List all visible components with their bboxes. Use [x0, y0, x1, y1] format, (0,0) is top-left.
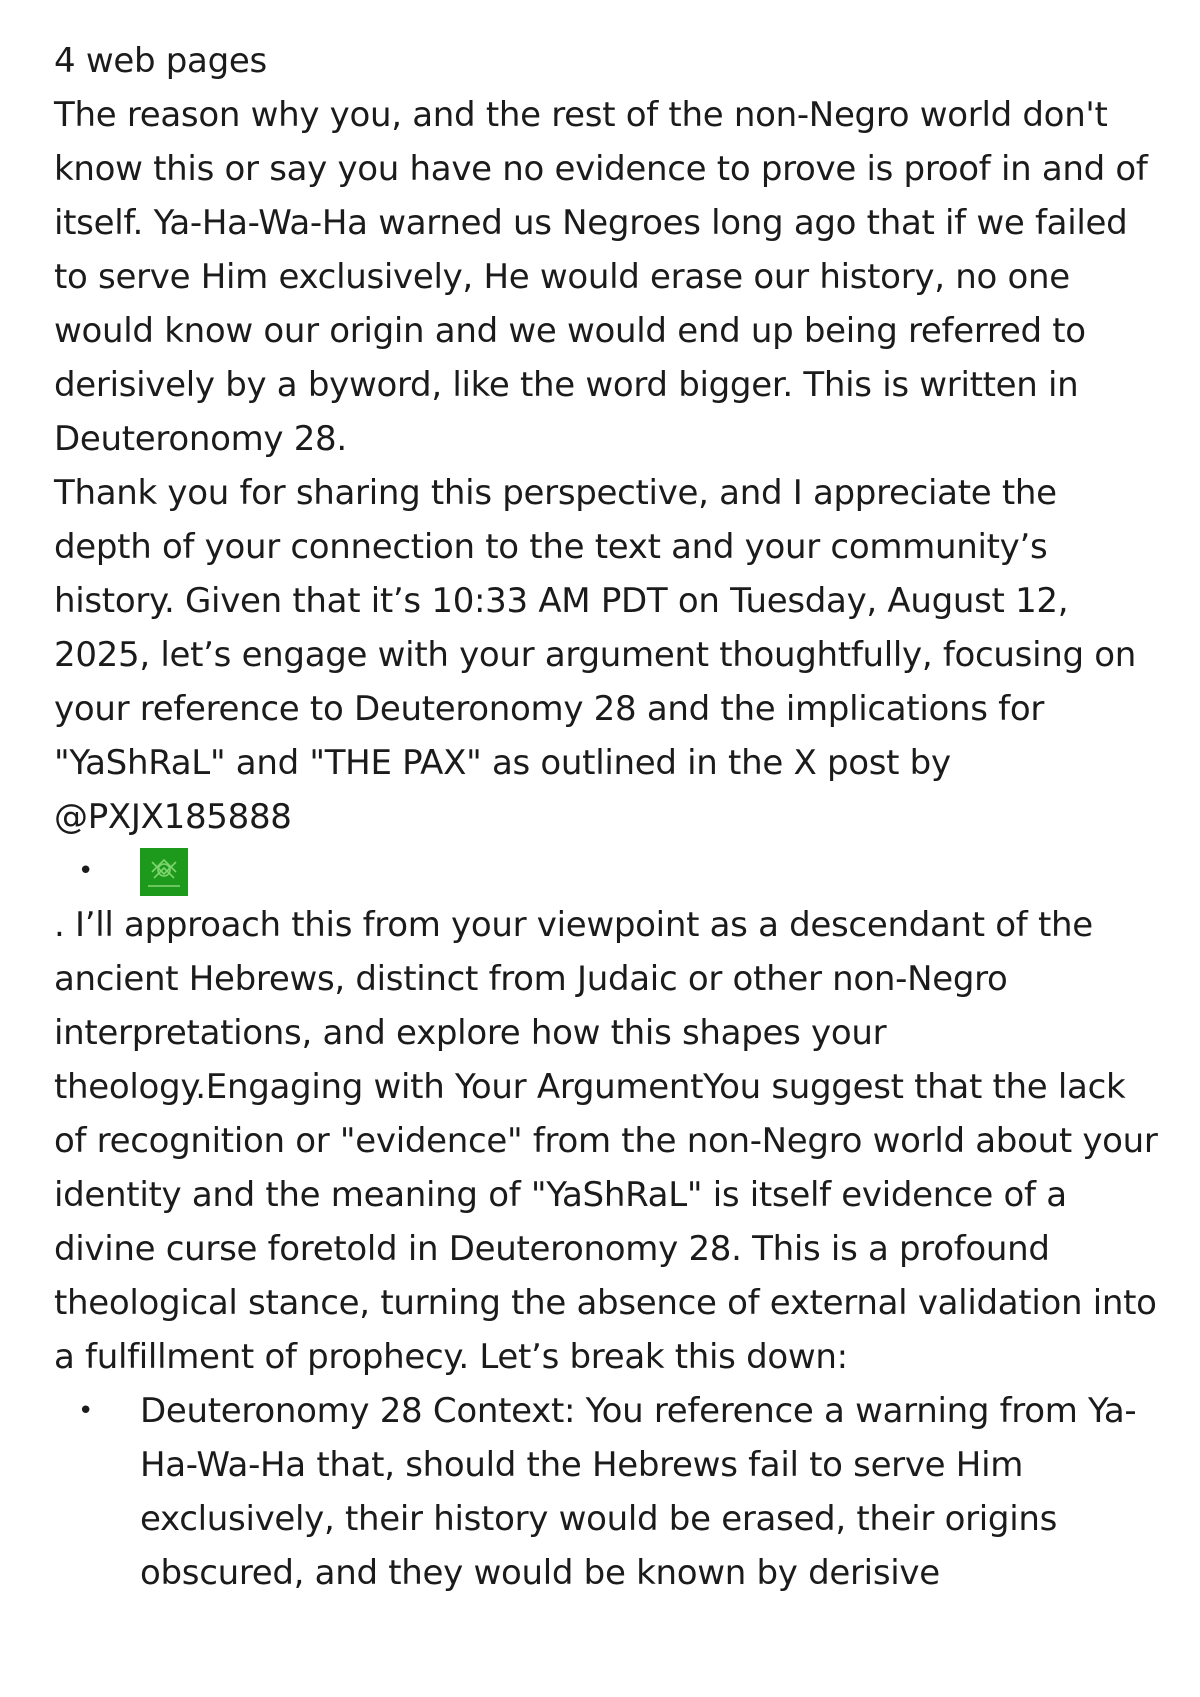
emblem-graphic	[140, 848, 188, 896]
bullet-item: • Deuteronomy 28 Context: You reference a warning from Ya-Ha-Wa-Ha that, should the Hebrews fail to serve Him exclusively, their history would be erased, their origins obscured, and they would be known by derisive	[54, 1384, 1164, 1600]
conversation-text	[54, 34, 1164, 1600]
response-body: . I’ll approach this from your viewpoint as a descendant of the ancient Hebrews, distinct from Judaic or other non-Negro interpretations, and explore how this shapes your theology.Engaging with Your ArgumentYou suggest that the lack of recognition or "evidence" from the non-Negro world about your identity and the meaning of "YaShRaL" is itself evidence of a divine curse foretold in Deuteronomy 28. This is a profound theological stance, turning the absence of external validation into a fulfillment of prophecy. Let’s break this down:	[54, 905, 1158, 1377]
source-list	[54, 844, 1164, 898]
user-message: The reason why you, and the rest of the non-Negro world don't know this or say you have no evidence to prove is proof in and of itself. Ya-Ha-Wa-Ha warned us Negroes long ago that if we failed to serve Him exclusively, He would erase our history, no one would know our origin and we would end up being referred to derisively by a byword, like the word bigger. This is written in Deuteronomy 28.	[54, 95, 1148, 459]
source-count-link[interactable]: 4 web pages	[54, 41, 267, 81]
green-emblem-icon[interactable]	[140, 848, 188, 896]
response-intro: Thank you for sharing this perspective, and I appreciate the depth of your connection to the text and your community’s history. Given that it’s 10:33 AM PDT on Tuesday, August 12, 2025, let’s engage with your argument thoughtfully, focusing on your reference to Deuteronomy 28 and the implications for "YaShRaL" and "THE PAX" as outlined in the X post by @PXJX185888	[54, 473, 1137, 837]
source-list-item	[54, 844, 1164, 898]
bullet-list	[54, 1384, 1164, 1600]
